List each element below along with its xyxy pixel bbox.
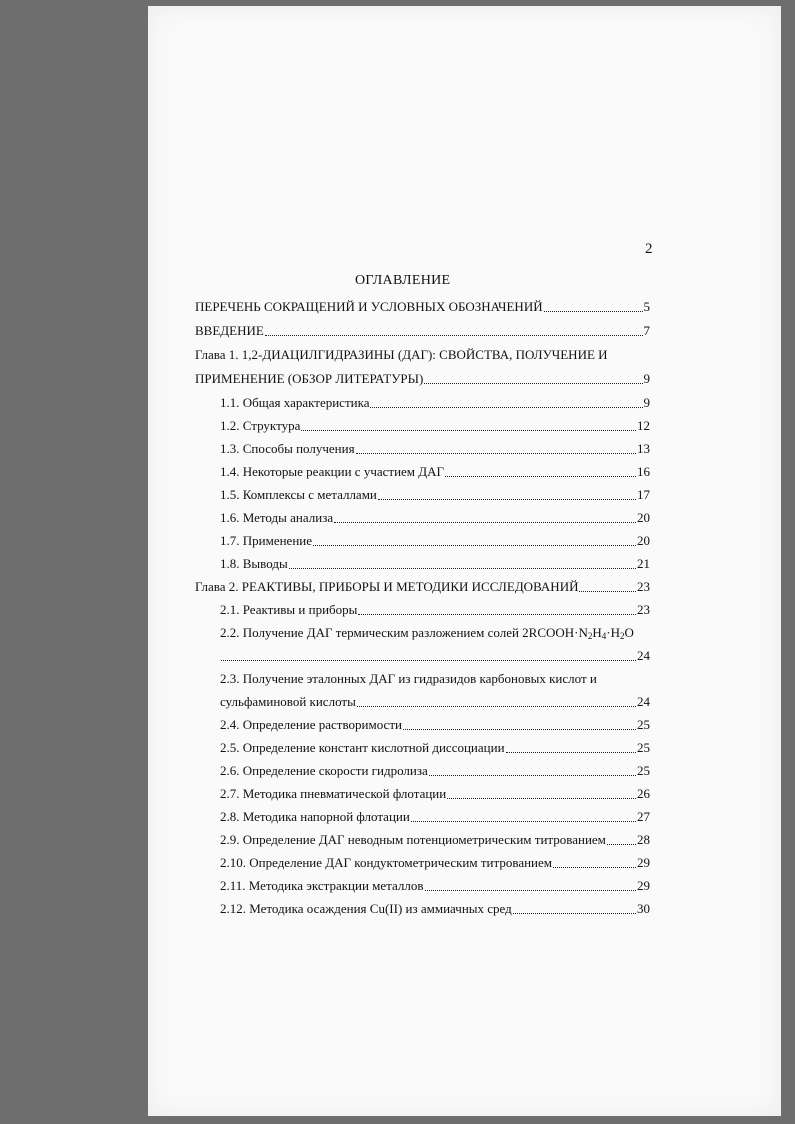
dot-leader [579, 591, 636, 592]
dot-leader [544, 311, 643, 312]
toc-entry-label: 1.7. Применение [220, 533, 313, 548]
toc-entry-page: 29 [637, 855, 650, 870]
toc-entry [220, 648, 650, 664]
toc-entry [220, 487, 650, 503]
toc-entry-page: 7 [643, 323, 650, 338]
page-number: 2 [645, 241, 653, 257]
toc-entry-label: 1.6. Методы анализа [220, 510, 334, 525]
toc-entry [195, 371, 650, 387]
toc-entry [220, 763, 650, 779]
toc-entry-label: 2.6. Определение скорости гидролиза [220, 763, 428, 778]
toc-entry-page: 13 [637, 441, 650, 456]
toc-entry-label-line1: 2.3. Получение эталонных ДАГ из гидразидов карбоновых кислот и [220, 671, 597, 686]
toc-entry-page: 5 [643, 299, 650, 314]
dot-leader [411, 821, 636, 822]
toc-entry-page: 25 [637, 763, 650, 778]
formula-part: H [592, 625, 602, 640]
toc-entry-label: 2.8. Методика напорной флотации [220, 809, 410, 824]
toc-entry-label: 2.5. Определение констант кислотной диссоциации [220, 740, 505, 755]
toc-entry-page: 20 [637, 533, 650, 548]
toc-entry-label-line1 [220, 625, 634, 641]
toc-entry-page: 17 [637, 487, 650, 502]
toc-entry [220, 832, 650, 848]
toc-entry-label: 1.4. Некоторые реакции с участием ДАГ [220, 464, 445, 479]
toc-entry-page: 25 [637, 717, 650, 732]
toc-entry [220, 510, 650, 526]
formula-part: O [624, 625, 634, 640]
toc-entry-label: 2.1. Реактивы и приборы [220, 602, 358, 617]
toc-entry-label: 2.7. Методика пневматической флотации [220, 786, 447, 801]
toc-entry-label: 1.8. Выводы [220, 556, 288, 571]
toc-entry [220, 418, 650, 434]
toc-entry-label: 2.11. Методика экстракции металлов [220, 878, 424, 893]
dot-leader [301, 430, 636, 431]
dot-leader [370, 407, 642, 408]
toc-entry [220, 464, 650, 480]
toc-entry [220, 878, 650, 894]
toc-entry [220, 717, 650, 733]
toc-entry-label: 2.12. Методика осаждения Cu(II) из аммиачных сред [220, 901, 512, 916]
toc-entry-label: 1.3. Способы получения [220, 441, 355, 456]
formula-subscript: 4 [601, 631, 607, 641]
toc-entry-label: 2.10. Определение ДАГ кондуктометрическим титрованием [220, 855, 552, 870]
toc-entry-page: 23 [637, 579, 650, 594]
dot-leader [506, 752, 636, 753]
dot-leader [358, 614, 636, 615]
dot-leader [424, 383, 642, 384]
dot-leader [429, 775, 636, 776]
toc-entry-label: ПЕРЕЧЕНЬ СОКРАЩЕНИЙ И УСЛОВНЫХ ОБОЗНАЧЕНИЙ [195, 299, 543, 314]
dot-leader [378, 499, 636, 500]
toc-entry-page: 27 [637, 809, 650, 824]
toc-entry [220, 395, 650, 411]
formula-part: ·H [606, 625, 621, 640]
toc-entry-page: 29 [637, 878, 650, 893]
toc-entry-page: 16 [637, 464, 650, 479]
toc-entry [220, 441, 650, 457]
formula-subscript: 2 [587, 631, 593, 641]
toc-entry-page: 20 [637, 510, 650, 525]
toc-entry [195, 323, 650, 339]
toc-entry [220, 809, 650, 825]
toc-entry-label: 2.4. Определение растворимости [220, 717, 402, 732]
toc-entry [220, 740, 650, 756]
toc-entry-label-line2: ПРИМЕНЕНИЕ (ОБЗОР ЛИТЕРАТУРЫ) [195, 371, 424, 386]
dot-leader [265, 335, 643, 336]
dot-leader [289, 568, 636, 569]
toc-entry-page: 25 [637, 740, 650, 755]
toc-entry [220, 694, 650, 710]
toc-entry-page: 23 [637, 602, 650, 617]
dot-leader [447, 798, 636, 799]
dot-leader [356, 453, 636, 454]
toc-entry-label-line2: сульфаминовой кислоты [220, 694, 356, 709]
toc-entry-label: 2.9. Определение ДАГ неводным потенциометрическим титрованием [220, 832, 606, 847]
toc-entry-page: 21 [637, 556, 650, 571]
toc-entry [220, 556, 650, 572]
dot-leader [221, 660, 636, 661]
toc-entry [195, 579, 650, 595]
toc-entry-label: Глава 2. РЕАКТИВЫ, ПРИБОРЫ И МЕТОДИКИ ИССЛЕДОВАНИЙ [195, 579, 579, 594]
dot-leader [513, 913, 636, 914]
toc-entry-label-line1: Глава 1. 1,2-ДИАЦИЛГИДРАЗИНЫ (ДАГ): СВОЙСТВА, ПОЛУЧЕНИЕ И [195, 347, 608, 362]
toc-entry [220, 855, 650, 871]
dot-leader [357, 706, 636, 707]
toc-entry [220, 901, 650, 917]
toc-entry [220, 602, 650, 618]
toc-entry-page: 24 [637, 694, 650, 709]
toc-entry-page: 9 [643, 371, 650, 386]
toc-entry-label: 1.5. Комплексы с металлами [220, 487, 377, 502]
dot-leader [313, 545, 636, 546]
formula-subscript: 2 [620, 631, 625, 641]
toc-heading: ОГЛАВЛЕНИЕ [355, 273, 451, 288]
toc-entry-page: 9 [643, 395, 650, 410]
dot-leader [445, 476, 636, 477]
toc-entry-label: ВВЕДЕНИЕ [195, 323, 264, 338]
toc-entry [195, 299, 650, 315]
formula-prefix: 2.2. Получение ДАГ термическим разложением солей 2RCOOH·N [220, 625, 588, 640]
dot-leader [553, 867, 636, 868]
toc-entry-page: 28 [637, 832, 650, 847]
toc-entry-label: 1.1. Общая характеристика [220, 395, 370, 410]
dot-leader [425, 890, 637, 891]
toc-entry [220, 786, 650, 802]
toc-entry-page: 30 [637, 901, 650, 916]
dot-leader [607, 844, 636, 845]
toc-entry-label: 1.2. Структура [220, 418, 301, 433]
toc-entry-page: 12 [637, 418, 650, 433]
dot-leader [334, 522, 636, 523]
dot-leader [403, 729, 636, 730]
toc-entry-page: 24 [637, 648, 650, 663]
toc-entry [220, 533, 650, 549]
toc-entry-page: 26 [637, 786, 650, 801]
